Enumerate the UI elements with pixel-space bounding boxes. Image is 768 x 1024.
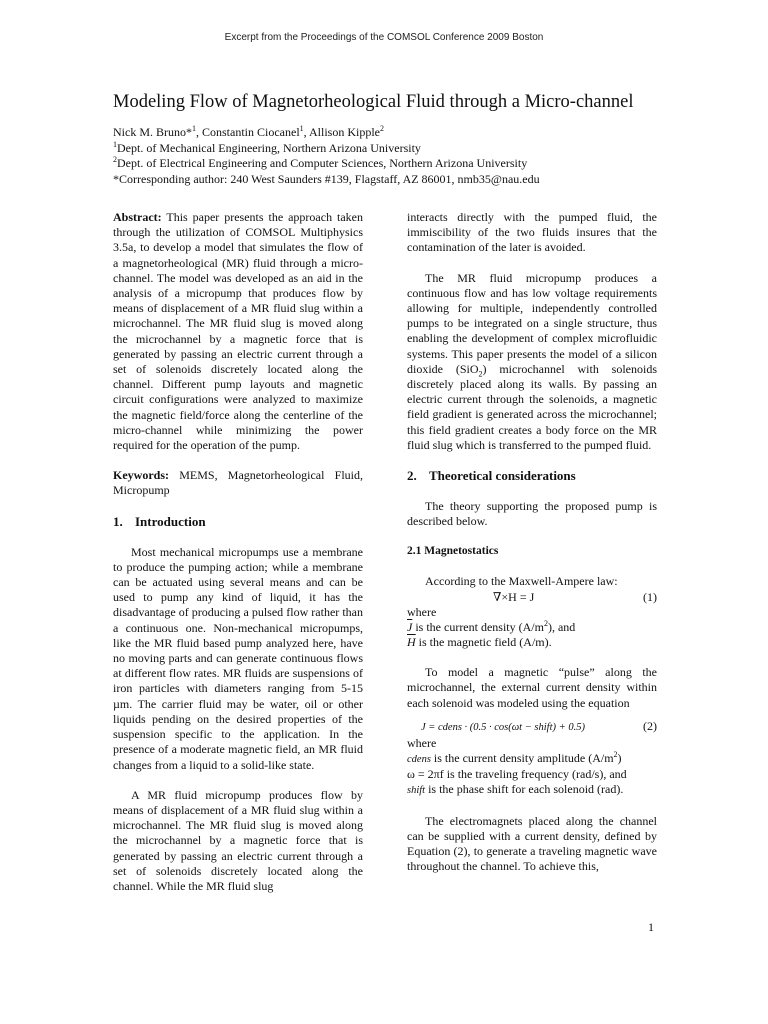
affiliation-1: $^1$Dept. of Mechanical Engineering, Northern Arizona University bbox=[113, 139, 421, 155]
where-2: where bbox=[407, 735, 437, 750]
equation-1-expression: ∇×H = J bbox=[493, 589, 535, 604]
maxwell-ampere-intro: According to the Maxwell-Ampere law: bbox=[425, 574, 618, 589]
pulse-paragraph: To model a magnetic “pulse” along the microchannel, the external current density within each solenoid was modeled using the equation bbox=[407, 665, 657, 710]
author-names: Nick M. Bruno*$^1$, Constantin Ciocanel$^1$, Allison Kipple$^2$ bbox=[113, 124, 384, 139]
page-number: 1 bbox=[648, 920, 654, 934]
equation-2 bbox=[407, 719, 657, 736]
paper-title: Modeling Flow of Magnetorheological Fluid through a Micro-channel bbox=[113, 92, 634, 112]
subsection-2-1-heading: 2.1 Magnetostatics bbox=[407, 545, 499, 558]
equation-1 bbox=[407, 590, 657, 605]
intro-paragraph-2: A MR fluid micropump produces flow by means of displacement of a MR fluid slug within a microchannel. The MR fluid slug is moved along the microchannel by a magnetic force that is generated by passing an electric current through a set of solenoids discretely located along the channel. While the MR fluid slug bbox=[113, 787, 363, 893]
intro-paragraph-1: Most mechanical micropumps use a membrane to produce the pumping action; while a membrane can be actuated using several means and can be used to pump any kind of liquid, it has the disadvantage of producing a pulsed flow rather than a continuous one. Non-mechanical micropumps, like the MR fluid based pump analyzed here, have no moving parts and can generate continuous flows at different flow rates. MR fluids are suspensions of iron particles with diameters ranging from 5-15 µm. The carrier fluid may be water, oil or other liquids pending on the desired properties of the suspension specific to the application. In the presence of a moderate magnetic field, an MR fluid changes from a liquid to a solid-like state. bbox=[113, 544, 363, 772]
intro-paragraph-3: interacts directly with the pumped fluid, the immiscibility of the two fluids insures that the contamination of the later is avoided. bbox=[407, 210, 657, 255]
keywords: Keywords: MEMS, Magnetorheological Fluid, Micropump bbox=[113, 468, 363, 498]
affiliation-2: $^2$Dept. of Electrical Engineering and Computer Sciences, Northern Arizona University bbox=[113, 155, 528, 170]
conference-header: Excerpt from the Proceedings of the COMSOL Conference 2009 Boston bbox=[224, 32, 544, 43]
magnetic-field-definition: $\overline{H}$ is the magnetic field (A/m). bbox=[407, 635, 552, 650]
author-block bbox=[113, 125, 673, 187]
shift-definition: shift is the phase shift for each solenoid (rad). bbox=[407, 782, 624, 797]
omega-definition: ω = 2πf is the traveling frequency (rad/s), and bbox=[407, 767, 627, 782]
section-2-heading: 2. Theoretical considerations bbox=[407, 468, 576, 484]
abstract: Abstract: This paper presents the approach taken through the utilization of COMSOL Multiphysics 3.5a, to develop a model that simulates the flow of a magnetorheological (MR) fluid through a micro-channel. The model was developed as an aid in the analysis of a micropump that produces flow by means of displacement of a MR fluid slug within a microchannel. The MR fluid slug is moved along the microchannel by a magnetic force that is generated by passing an electric current through a set of solenoids discretely located along the channel. Different pump layouts and magnetic circuit configurations were analyzed to maximize the magnetic field/force along the centerline of the micro-channel while minimizing the power required for the operation of the pump. bbox=[113, 210, 363, 453]
corresponding-author: *Corresponding author: 240 West Saunders #139, Flagstaff, AZ 86001, nmb35@nau.edu bbox=[113, 171, 540, 186]
equation-2-number: (2) bbox=[643, 718, 657, 733]
current-density-definition: $\overline{J}$ is the current density $(A/m^2)$, and bbox=[407, 618, 576, 634]
intro-paragraph-4: The MR fluid micropump produces a continuous flow and has low voltage requirements allowing for multiple, independently controlled pumps to be integrated on a single structure, thus enabling the development of complex microfluidic systems. This paper presents the model of a silicon dioxide (SiO$_2$) microchannel with solenoids discretely placed along its walls. By passing an electric current through the solenoids, a magnetic field gradient is generated across the microchannel; this field gradient creates a body force on the MR fluid slug which is transferred to the pumped fluid. bbox=[407, 270, 658, 452]
section-1-heading: 1. Introduction bbox=[113, 513, 206, 529]
electromagnets-paragraph: The electromagnets placed along the channel can be supplied with a current density, defined by Equation (2), to generate a traveling magnetic wave throughout the channel. To achieve this, bbox=[407, 813, 657, 874]
theory-intro: The theory supporting the proposed pump is described below. bbox=[407, 499, 657, 529]
equation-2-expression: J = cdens · (0.5 · cos(ωt − shift) + 0.5) bbox=[421, 721, 585, 733]
equation-1-number: (1) bbox=[643, 589, 657, 604]
left-column bbox=[113, 210, 363, 894]
cdens-definition: cdens is the current density amplitude $(A/m^2)$ bbox=[407, 750, 622, 766]
where-1: where bbox=[407, 604, 437, 619]
right-column bbox=[407, 210, 657, 875]
